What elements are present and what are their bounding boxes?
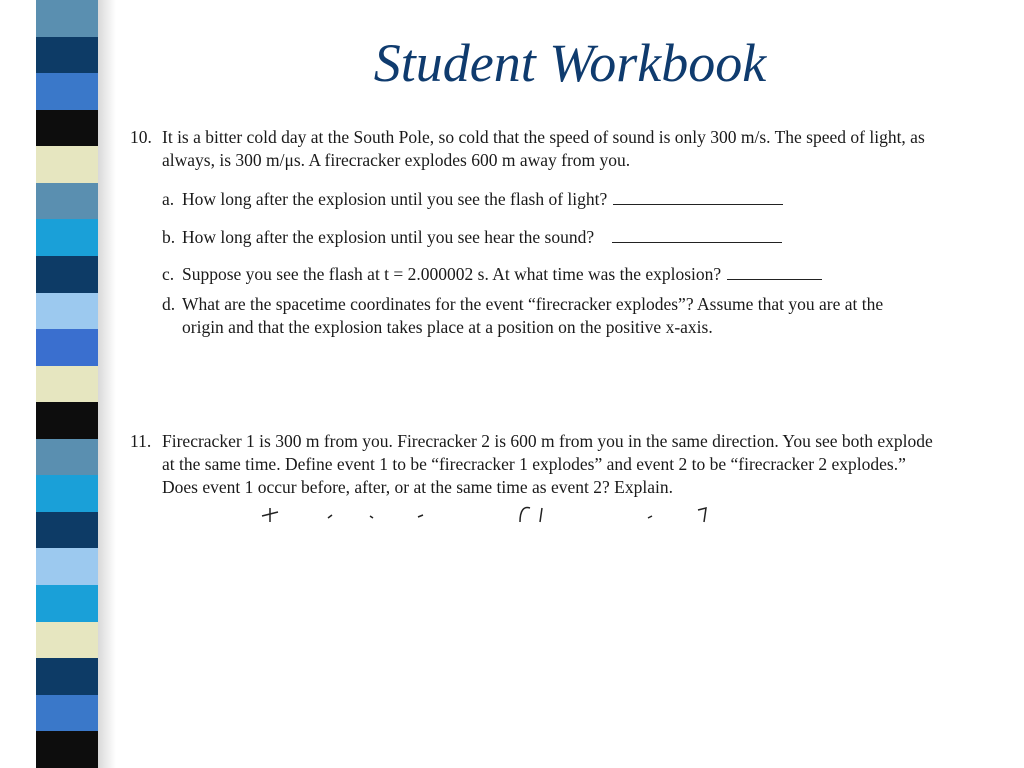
stripe-segment (36, 622, 98, 659)
slide-title: Student Workbook (373, 33, 767, 93)
stripe-segment (36, 110, 98, 147)
part-text: What are the spacetime coordinates for the event “firecracker explodes”? Assume that you are at the origin and that the explosion takes place at a position on the positive x-axis. (182, 294, 884, 337)
stripe-segment (36, 73, 98, 110)
stripe-segment (36, 585, 98, 622)
answer-blank (613, 190, 783, 205)
stripe-segment (36, 293, 98, 330)
handwriting-scribble (258, 502, 818, 524)
part-label: c. (162, 264, 175, 284)
stripe-segment (36, 439, 98, 476)
stripe-segment (36, 183, 98, 220)
workbook-scan (118, 118, 948, 528)
stripe-segment (36, 475, 98, 512)
stripe-segment (36, 366, 98, 403)
decorative-stripe (36, 0, 98, 768)
stripe-segment (36, 37, 98, 74)
stripe-segment (36, 146, 98, 183)
answer-blank (727, 265, 822, 280)
stripe-segment (36, 0, 98, 37)
stripe-segment (36, 731, 98, 768)
stripe-segment (36, 256, 98, 293)
part-text: How long after the explosion until you see the flash of light? (182, 189, 608, 209)
answer-blank (612, 228, 782, 243)
question-text: Firecracker 1 is 300 m from you. Firecracker 2 is 600 m from you in the same direction. You see both explode at the same time. Define event 1 to be “firecracker 1 explodes” and event 2 to be “firecracker 2 explodes.” Does event 1 occur before, after, or at the same time as event 2? Explain. (162, 431, 933, 497)
stripe-segment (36, 329, 98, 366)
part-label: b. (162, 227, 176, 247)
part-text: Suppose you see the flash at t = 2.000002 s. At what time was the explosion? (182, 264, 722, 284)
stripe-segment (36, 402, 98, 439)
stripe-segment (36, 512, 98, 549)
stripe-segment (36, 548, 98, 585)
question-number: 11. (130, 431, 152, 451)
stripe-shadow (98, 0, 116, 768)
part-text: How long after the explosion until you see hear the sound? (182, 227, 595, 247)
part-label: d. (162, 294, 176, 314)
part-label: a. (162, 189, 175, 209)
question-number: 10. (130, 127, 152, 147)
stripe-segment (36, 219, 98, 256)
stripe-segment (36, 658, 98, 695)
question-text: It is a bitter cold day at the South Pole, so cold that the speed of sound is only 300 m/s. The speed of light, as always, is 300 m/μs. A firecracker explodes 600 m away from you. (162, 127, 925, 170)
stripe-segment (36, 695, 98, 732)
